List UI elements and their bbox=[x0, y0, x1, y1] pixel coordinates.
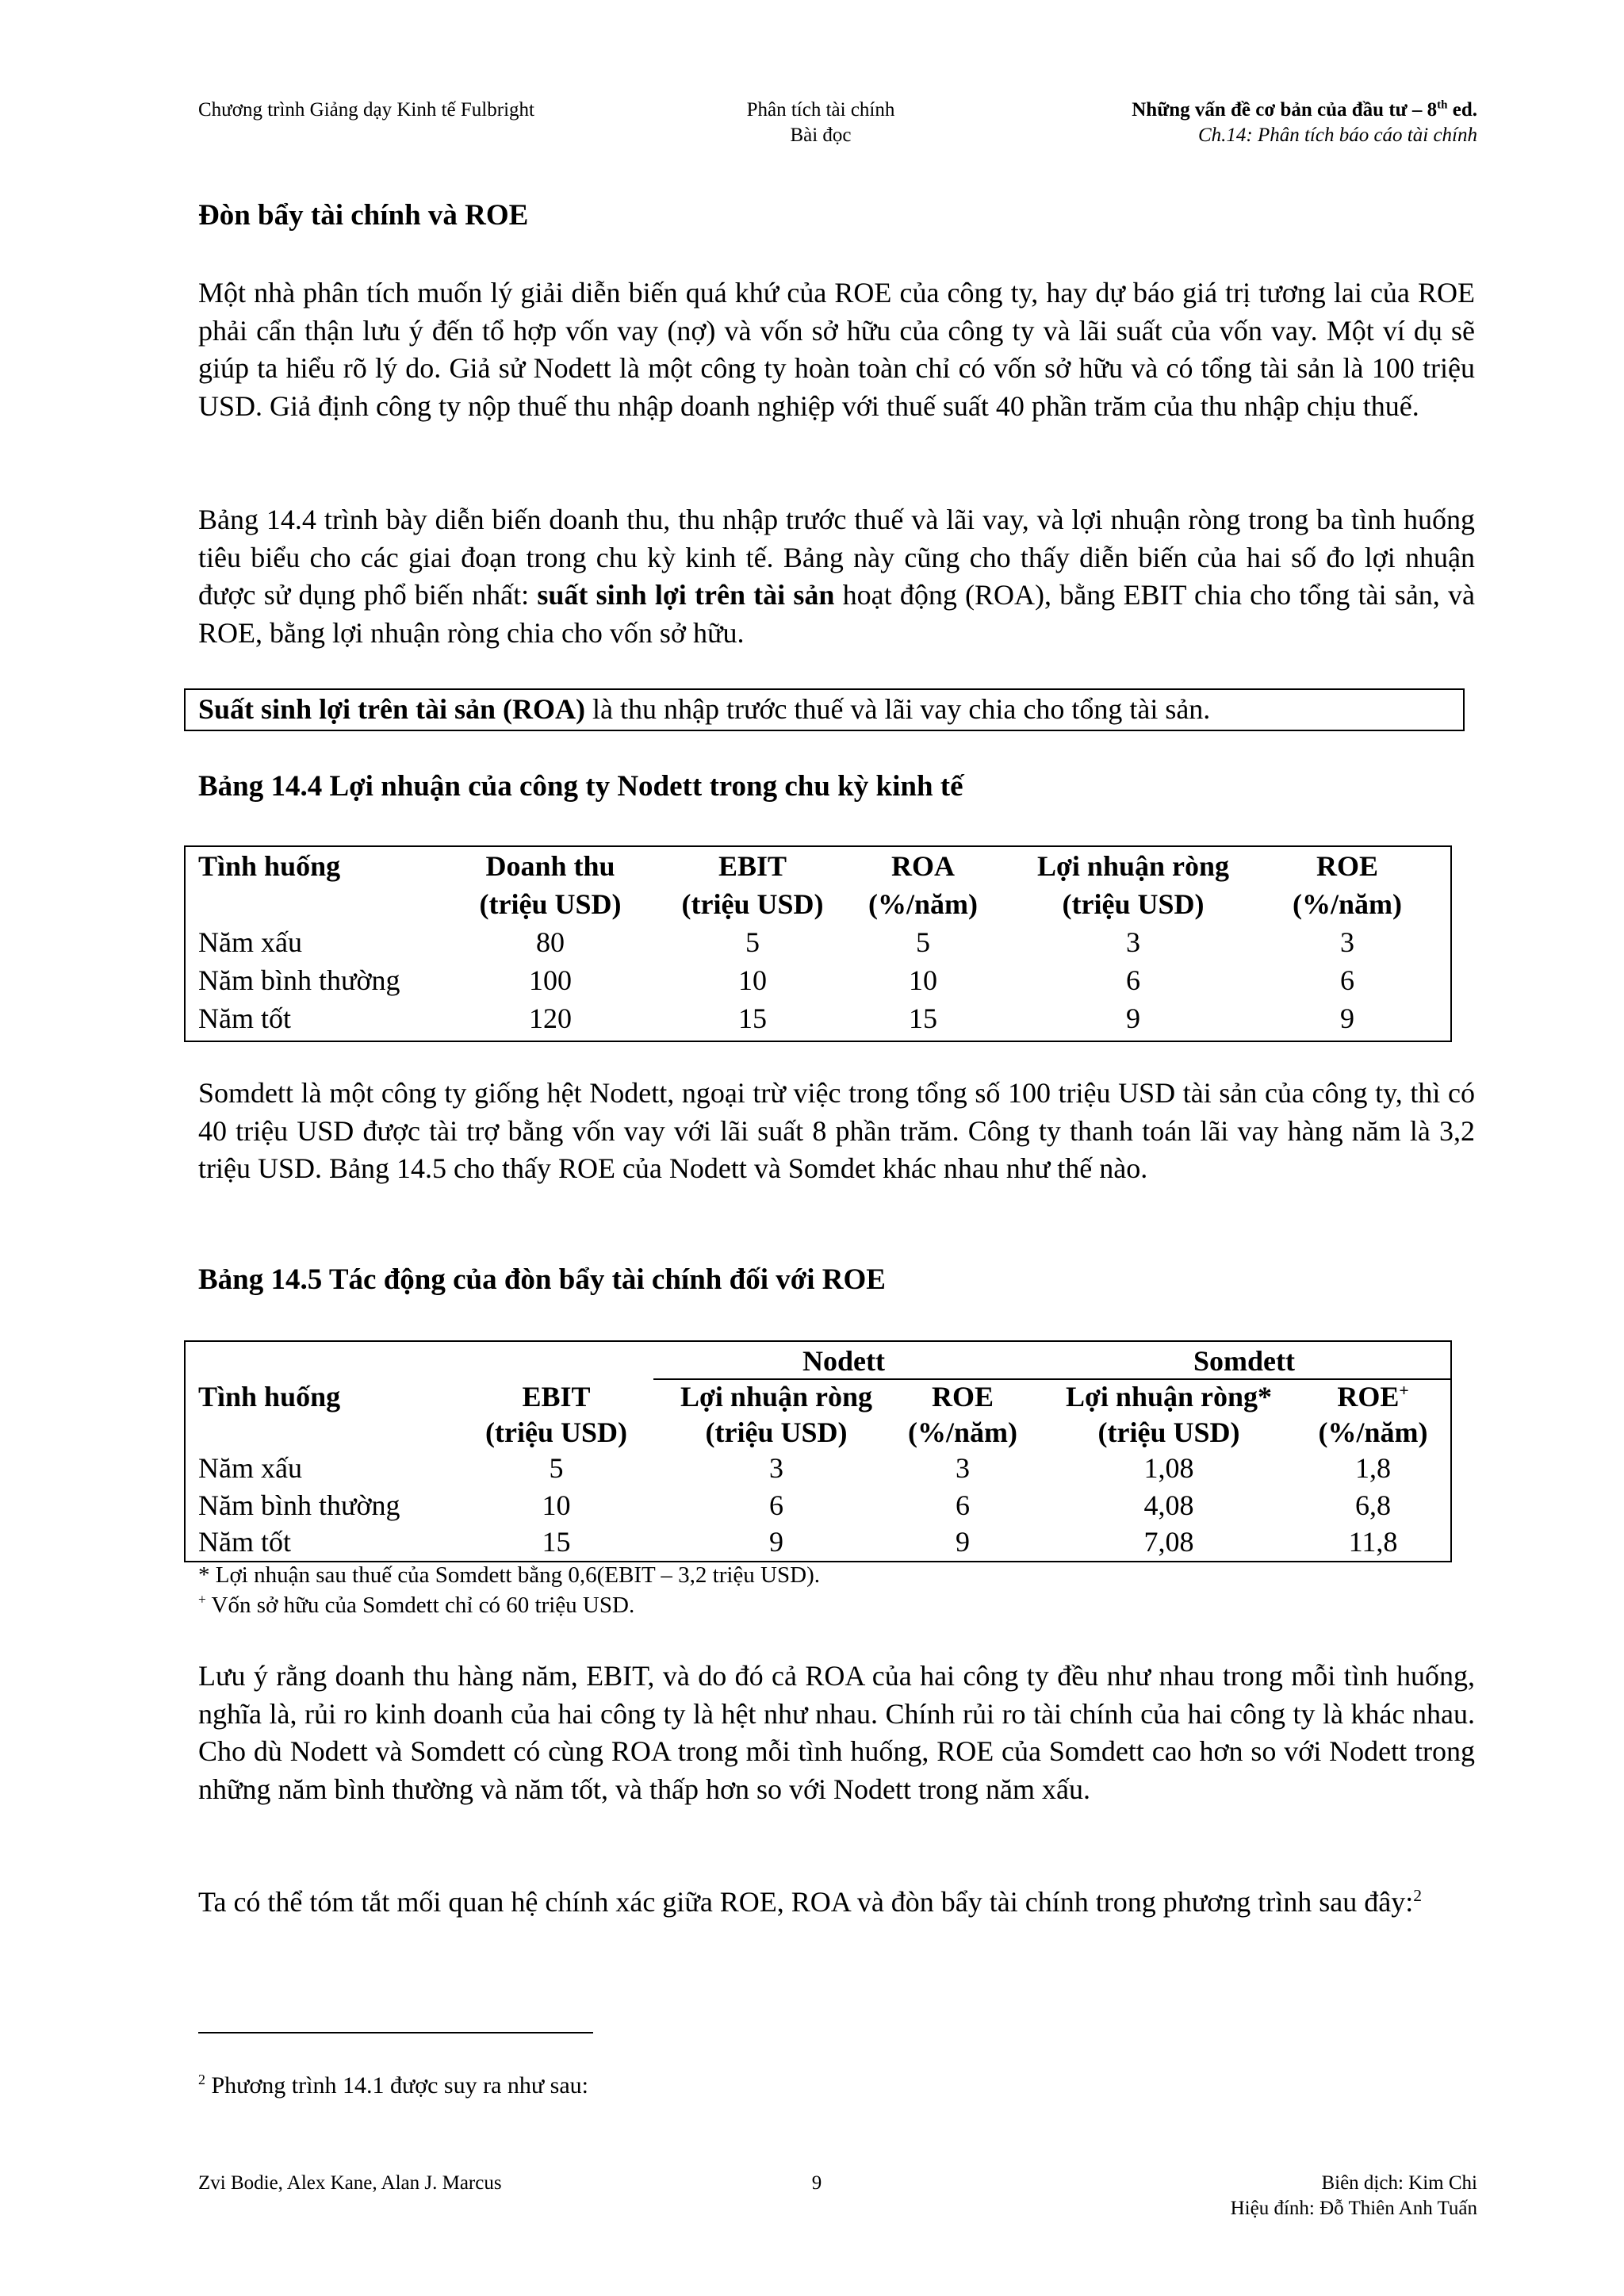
table-cell: 6 bbox=[1126, 964, 1140, 996]
table-header: Lợi nhuận ròng bbox=[1036, 850, 1230, 882]
footer-editor: Hiệu đính: Đỗ Thiên Anh Tuấn bbox=[1230, 2198, 1477, 2219]
paragraph-leverage-intro: Một nhà phân tích muốn lý giải diễn biến quá khứ của ROE của công ty, hay dự báo giá trị tương lai của ROE phải cẩn thận lưu ý đến tổ hợp vốn vay (nợ) và vốn sở hữu của công ty và lãi suất của vốn vay. Một ví dụ sẽ giúp ta hiểu rõ lý do. Giả sử Nodett là một công ty hoàn toàn chỉ có vốn sở hữu và có tổng tài sản là 100 triệu USD. Giả định công ty nộp thuế thu nhập doanh nghiệp với thuế suất 40 phần trăm của thu nhập chịu thuế. bbox=[198, 277, 1475, 422]
table-header: EBIT bbox=[522, 1381, 591, 1412]
table-header: Tình huống bbox=[198, 1381, 341, 1412]
table-cell: 9 bbox=[1340, 1002, 1354, 1034]
table-cell: 11,8 bbox=[1348, 1526, 1398, 1558]
footer-authors: Zvi Bodie, Alex Kane, Alan J. Marcus bbox=[198, 2172, 502, 2194]
table-header: (triệu USD) bbox=[479, 888, 622, 920]
table-cell: 1,08 bbox=[1143, 1452, 1194, 1484]
table-cell: 6 bbox=[769, 1489, 783, 1521]
table-cell: 9 bbox=[956, 1526, 970, 1558]
table-cell: 15 bbox=[909, 1002, 937, 1034]
table-header: (triệu USD) bbox=[681, 888, 824, 920]
table-cell: 100 bbox=[529, 964, 572, 996]
paragraph-somdett: Somdett là một công ty giống hệt Nodett, ngoại trừ việc trong tổng số 100 triệu USD tài sản của công ty, thì có 40 triệu USD được tài trợ bằng vốn vay với lãi suất 8 phần trăm. Công ty thanh toán lãi vay hàng năm là 3,2 triệu USD. Bảng 14.5 cho thấy ROE của Nodett và Somdet khác nhau như thế nào. bbox=[198, 1077, 1475, 1184]
table-group-nodett: Nodett bbox=[802, 1345, 885, 1377]
header-program: Chương trình Giảng dạy Kinh tế Fulbright bbox=[198, 99, 534, 121]
table-cell: 3 bbox=[1126, 926, 1140, 958]
table-header: (%/năm) bbox=[868, 888, 978, 920]
table-cell: 15 bbox=[542, 1526, 571, 1558]
table-cell: 10 bbox=[542, 1489, 571, 1521]
table-cell: 7,08 bbox=[1143, 1526, 1194, 1558]
table-cell: 10 bbox=[909, 964, 937, 996]
table-header: EBIT bbox=[718, 850, 787, 882]
table-header: Doanh thu bbox=[485, 850, 615, 882]
table-cell: Năm bình thường bbox=[198, 964, 400, 996]
table-cell: 5 bbox=[745, 926, 760, 958]
header-course: Phân tích tài chính bbox=[746, 99, 895, 121]
header-chapter: Ch.14: Phân tích báo cáo tài chính bbox=[1197, 125, 1477, 146]
table-cell: 10 bbox=[738, 964, 767, 996]
paragraph-risk-comparison: Lưu ý rằng doanh thu hàng năm, EBIT, và do đó cả ROA của hai công ty đều như nhau trong mỗi tình huống, nghĩa là, rủi ro kinh doanh của hai công ty là hệt như nhau. Chính rủi ro tài chính của hai công ty là khác nhau. Cho dù Nodett và Somdett có cùng ROA trong mỗi tình huống, ROE của Somdett cao hơn so với Nodett trong những năm bình thường và năm tốt, và thấp hơn so với Nodett trong năm xấu. bbox=[198, 1660, 1475, 1805]
table-cell: Năm xấu bbox=[198, 926, 302, 958]
table-header: (triệu USD) bbox=[1062, 888, 1205, 920]
table-header: (%/năm) bbox=[1318, 1416, 1428, 1448]
table-cell: 6 bbox=[956, 1489, 970, 1521]
table-cell: Năm tốt bbox=[198, 1002, 291, 1034]
table-14-4-title: Bảng 14.4 Lợi nhuận của công ty Nodett trong chu kỳ kinh tế bbox=[198, 770, 963, 803]
table-cell: 3 bbox=[1340, 926, 1354, 958]
table-header: (triệu USD) bbox=[705, 1416, 848, 1448]
table-header: (%/năm) bbox=[908, 1416, 1017, 1448]
footnote: $^2$ Phương trình 14.1 được suy ra như sau: bbox=[198, 2072, 588, 2099]
table-header: Tình huống bbox=[198, 850, 341, 882]
table-header: (triệu USD) bbox=[485, 1416, 627, 1448]
footnote-separator bbox=[198, 2032, 593, 2033]
section-title: Đòn bẩy tài chính và ROE bbox=[198, 199, 529, 232]
header-book-title: Những vấn đề cơ bản của đầu tư – 8th ed. bbox=[1132, 98, 1477, 121]
table-cell: 9 bbox=[769, 1526, 783, 1558]
page-number: 9 bbox=[811, 2172, 822, 2194]
table-cell: 3 bbox=[956, 1452, 970, 1484]
table-header: Lợi nhuận ròng bbox=[680, 1381, 873, 1412]
table-header: ROA bbox=[891, 850, 955, 882]
table-14-5 bbox=[184, 1340, 1452, 1562]
table-cell: 6 bbox=[1340, 964, 1354, 996]
table-cell: 5 bbox=[916, 926, 930, 958]
table-cell: 15 bbox=[738, 1002, 767, 1034]
table-header: (%/năm) bbox=[1293, 888, 1402, 920]
table-cell: 6,8 bbox=[1355, 1489, 1391, 1521]
table-cell: Năm bình thường bbox=[198, 1489, 400, 1521]
table-header: ROE bbox=[1316, 850, 1378, 882]
table-header: Lợi nhuận ròng* bbox=[1065, 1381, 1273, 1412]
table-cell: 4,08 bbox=[1143, 1489, 1194, 1521]
table-cell: 5 bbox=[549, 1452, 564, 1484]
table-cell: 80 bbox=[536, 926, 565, 958]
table-cell: 120 bbox=[529, 1002, 572, 1034]
paragraph-table-intro: Bảng 14.4 trình bày diễn biến doanh thu, thu nhập trước thuế và lãi vay, và lợi nhuận ròng trong ba tình huống tiêu biểu cho các giai đoạn trong chu kỳ kinh tế. Bảng này cũng cho thấy diễn biến của hai số đo lợi nhuận được sử dụng phổ biến nhất: suất sinh lợi trên tài sản hoạt động (ROA), bằng EBIT chia cho tổng tài sản, và ROE, bằng lợi nhuận ròng chia cho vốn sở hữu. bbox=[198, 504, 1475, 649]
table-header: (triệu USD) bbox=[1097, 1416, 1240, 1448]
table-group-somdett: Somdett bbox=[1193, 1345, 1295, 1377]
table-note-star: * Lợi nhuận sau thuế của Somdett bằng 0,6(EBIT – 3,2 triệu USD). bbox=[198, 1562, 820, 1588]
header-reading: Bài đọc bbox=[790, 125, 852, 146]
table-cell: 9 bbox=[1126, 1002, 1140, 1034]
table-header: ROE bbox=[931, 1381, 994, 1412]
table-cell: Năm xấu bbox=[198, 1452, 302, 1484]
table-14-4 bbox=[184, 845, 1452, 1042]
table-header: ROE+ bbox=[1337, 1381, 1409, 1412]
table-cell: 3 bbox=[769, 1452, 783, 1484]
table-cell: Năm tốt bbox=[198, 1526, 291, 1558]
table-note-plus: + Vốn sở hữu của Somdett chỉ có 60 triệu USD. bbox=[198, 1591, 635, 1618]
table-14-5-title: Bảng 14.5 Tác động của đòn bẩy tài chính đối với ROE bbox=[198, 1263, 886, 1296]
paragraph-equation-intro: Ta có thể tóm tắt mối quan hệ chính xác giữa ROE, ROA và đòn bẩy tài chính trong phương trình sau đây:$^2$ bbox=[198, 1886, 1423, 1918]
footer-translator: Biên dịch: Kim Chi bbox=[1321, 2172, 1477, 2194]
table-cell: 1,8 bbox=[1355, 1452, 1391, 1484]
roa-definition-box: Suất sinh lợi trên tài sản (ROA) là thu nhập trước thuế và lãi vay chia cho tổng tài sản. bbox=[184, 688, 1465, 731]
